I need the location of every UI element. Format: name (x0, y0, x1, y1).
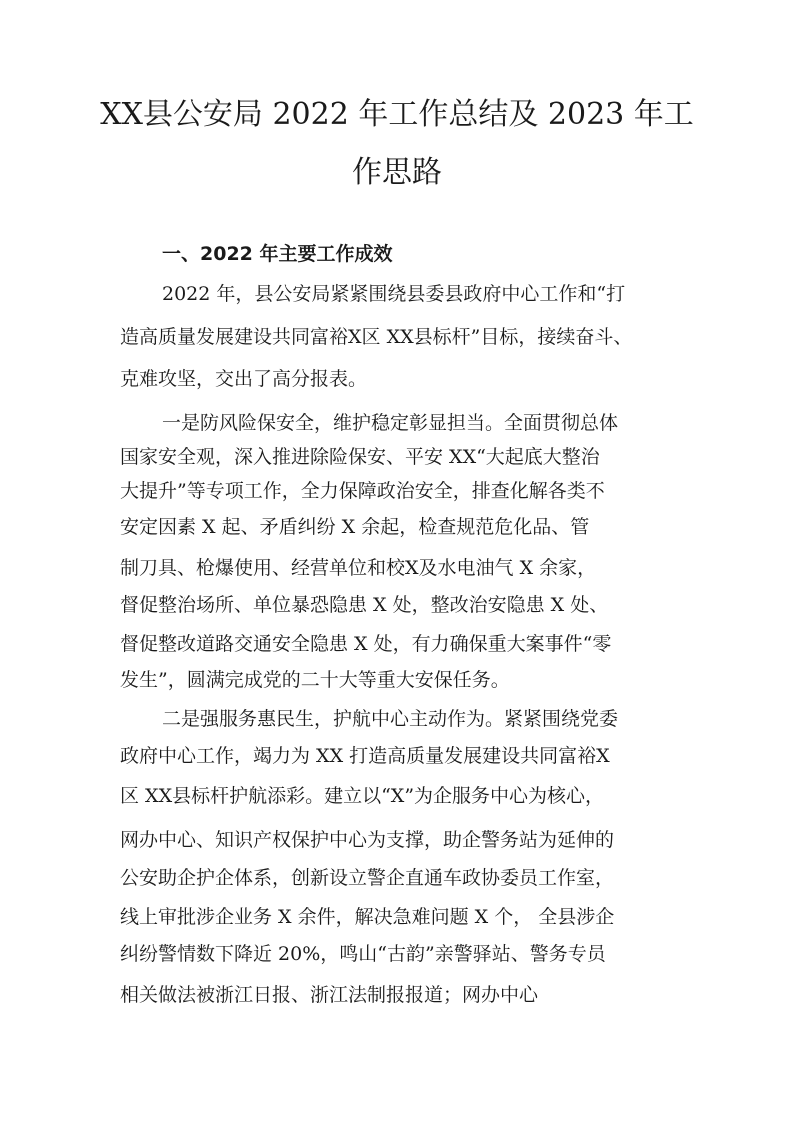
body-line: 国家安全观，深入推进除险保安、平安 XX“大起底大整治 (120, 446, 600, 468)
body-line: 制刀具、枪爆使用、经营单位和校X及水电油气 X 余家， (120, 557, 597, 579)
document-title-line-2: 作思路 (352, 155, 442, 190)
body-line: 线上审批涉企业务 X 余件，解决急难问题 X 个， 全县涉企 (120, 906, 615, 928)
body-line: 相关做法被浙江日报、浙江法制报报道；网办中心 (120, 984, 539, 1006)
body-line: 纠纷警情数下降近 20%，鸣山“古韵”亲警驿站、警务专员 (120, 943, 606, 965)
section-heading: 一、2022 年主要工作成效 (162, 243, 393, 265)
body-line: 网办中心、知识产权保护中心为支撑，助企警务站为延伸的 (120, 829, 615, 851)
body-line: 公安助企护企体系，创新设立警企直通车政协委员工作室， (120, 867, 615, 889)
body-line: 2022 年，县公安局紧紧围绕县委县政府中心工作和“打 (162, 283, 626, 305)
body-line: 发生”，圆满完成党的二十大等重大安保任务。 (120, 669, 510, 691)
body-line: 二是强服务惠民生，护航中心主动作为。紧紧围绕党委 (162, 708, 619, 730)
body-line: 区 XX县标杆护航添彩。建立以“X”为企服务中心为核心， (120, 785, 605, 807)
body-line: 一是防风险保安全，维护稳定彰显担当。全面贯彻总体 (162, 412, 619, 434)
body-line: 督促整治场所、单位暴恐隐患 X 处，整改治安隐患 X 处、 (120, 594, 609, 616)
body-line: 造高质量发展建设共同富裕X区 XX县标杆”目标，接续奋斗、 (120, 326, 633, 348)
body-line: 政府中心工作，竭力为 XX 打造高质量发展建设共同富裕X (120, 745, 610, 767)
body-line: 督促整改道路交通安全隐患 X 处，有力确保重大案事件“零 (120, 633, 612, 655)
body-line: 克难攻坚，交出了高分报表。 (120, 368, 368, 390)
body-line: 安定因素 X 起、矛盾纠纷 X 余起，检查规范危化品、管 (120, 516, 590, 538)
document-title-line-1: XX县公安局 2022 年工作总结及 2023 年工 (100, 97, 694, 132)
body-line: 大提升”等专项工作，全力保障政治安全，排查化解各类不 (120, 480, 605, 502)
